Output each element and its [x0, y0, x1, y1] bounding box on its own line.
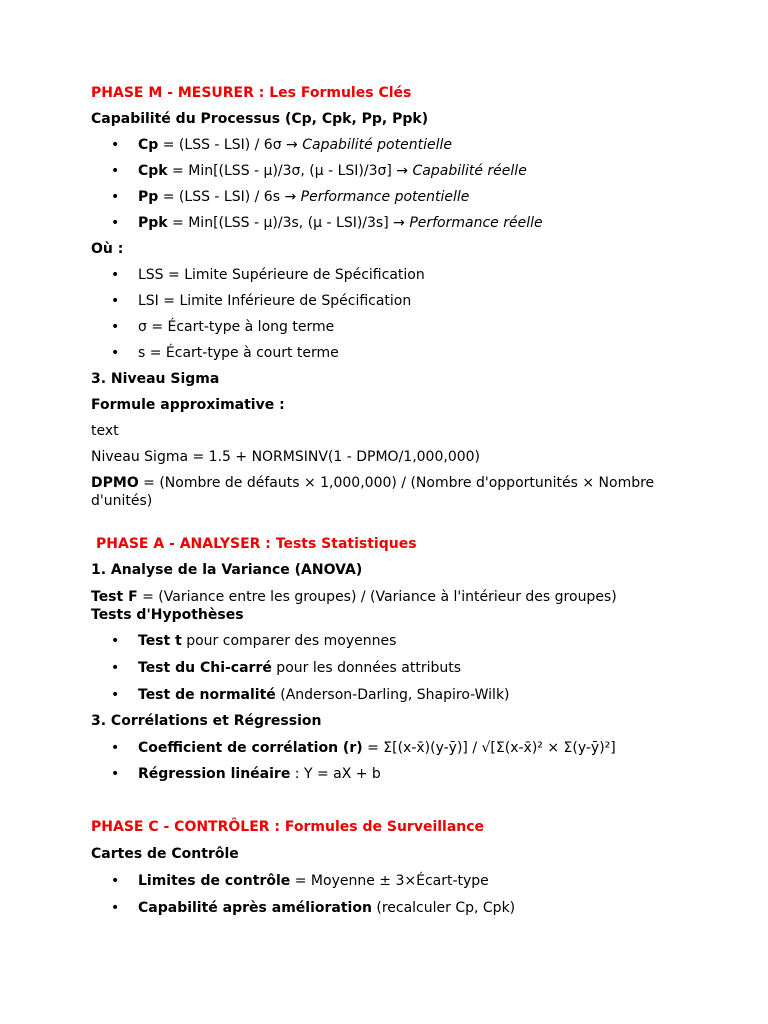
list-item	[91, 344, 691, 362]
note: Performance potentielle	[300, 189, 470, 205]
list-item	[91, 686, 691, 704]
sigma-heading: 3. Niveau Sigma	[91, 371, 220, 387]
bullet-icon: •	[111, 345, 120, 361]
definition: LSI = Limite Inférieure de Spécification	[138, 293, 412, 309]
term: Capabilité après amélioration	[138, 900, 372, 916]
correlation-heading: 3. Corrélations et Régression	[91, 713, 322, 729]
definition: LSS = Limite Supérieure de Spécification	[138, 267, 425, 283]
term: Cpk	[138, 163, 168, 179]
note: Capabilité potentielle	[302, 137, 452, 153]
formula: = (LSS - LSI) / 6s →	[158, 189, 301, 205]
formula: = (LSS - LSI) / 6σ →	[158, 137, 303, 153]
bullet-icon: •	[111, 189, 120, 205]
description: pour les données attributs	[271, 660, 462, 676]
note: Performance réelle	[409, 215, 543, 231]
dpmo-term: DPMO	[91, 475, 139, 491]
bullet-icon: •	[111, 137, 120, 153]
test-f-definition	[91, 588, 691, 606]
phase-c-title: PHASE C - CONTRÔLER : Formules de Surveillance	[91, 819, 485, 835]
list-item	[91, 318, 691, 336]
bullet-icon: •	[111, 740, 120, 756]
list-item	[91, 899, 691, 917]
phase-m-title: PHASE M - MESURER : Les Formules Clés	[91, 85, 412, 101]
list-item	[91, 214, 691, 232]
formula: = Σ[(x-x̄)(y-ȳ)] / √[Σ(x-x̄)² × Σ(y-ȳ)²]	[362, 740, 616, 756]
phase-a-title: PHASE A - ANALYSER : Tests Statistiques	[96, 536, 417, 552]
bullet-icon: •	[111, 633, 120, 649]
description: (recalculer Cp, Cpk)	[371, 900, 516, 916]
hypotheses-heading: Tests d'Hypothèses	[91, 607, 244, 623]
sigma-formula: Niveau Sigma = 1.5 + NORMSINV(1 - DPMO/1,000,000)	[91, 449, 481, 465]
bullet-icon: •	[111, 766, 120, 782]
test-f-formula: = (Variance entre les groupes) / (Variance à l'intérieur des groupes)	[137, 589, 617, 605]
capability-list	[91, 136, 691, 232]
list-item	[91, 292, 691, 310]
bullet-icon: •	[111, 215, 120, 231]
control-list	[91, 872, 691, 917]
dpmo-formula: = (Nombre de défauts × 1,000,000) / (Nombre d'opportunités × Nombre d'unités)	[91, 475, 655, 509]
term: Pp	[138, 189, 159, 205]
formula: = Min[(LSS - μ)/3σ, (μ - LSI)/3σ] →	[167, 163, 413, 179]
test-f-term: Test F	[91, 589, 138, 605]
formula: : Y = aX + b	[290, 766, 381, 782]
approx-heading: Formule approximative :	[91, 397, 285, 413]
description: pour comparer des moyennes	[181, 633, 397, 649]
term: Test de normalité	[138, 687, 276, 703]
note: Capabilité réelle	[412, 163, 527, 179]
term: Ppk	[138, 215, 168, 231]
capability-heading: Capabilité du Processus (Cp, Cpk, Pp, Ppk)	[91, 111, 429, 127]
description: = Moyenne ± 3×Écart-type	[290, 873, 489, 889]
list-item	[91, 765, 691, 783]
tests-list	[91, 632, 691, 704]
list-item	[91, 872, 691, 890]
definition: σ = Écart-type à long terme	[138, 319, 335, 335]
bullet-icon: •	[111, 873, 120, 889]
description: (Anderson-Darling, Shapiro-Wilk)	[275, 687, 510, 703]
bullet-icon: •	[111, 267, 120, 283]
definition: s = Écart-type à court terme	[138, 345, 339, 361]
list-item	[91, 632, 691, 650]
list-item	[91, 136, 691, 154]
bullet-icon: •	[111, 163, 120, 179]
correlation-list	[91, 739, 691, 783]
list-item	[91, 188, 691, 206]
term: Limites de contrôle	[138, 873, 291, 889]
definitions-list	[91, 266, 691, 362]
list-item	[91, 266, 691, 284]
term: Test du Chi-carré	[138, 660, 272, 676]
list-item	[91, 739, 691, 757]
control-charts-heading: Cartes de Contrôle	[91, 846, 239, 862]
bullet-icon: •	[111, 660, 120, 676]
formula: = Min[(LSS - μ)/3s, (μ - LSI)/3s] →	[167, 215, 410, 231]
term: Régression linéaire	[138, 766, 291, 782]
code-label: text	[91, 423, 119, 439]
anova-heading: 1. Analyse de la Variance (ANOVA)	[91, 562, 363, 578]
where-heading: Où :	[91, 241, 124, 257]
list-item	[91, 659, 691, 677]
term: Test t	[138, 633, 182, 649]
bullet-icon: •	[111, 687, 120, 703]
dpmo-definition	[91, 474, 691, 510]
bullet-icon: •	[111, 319, 120, 335]
bullet-icon: •	[111, 900, 120, 916]
list-item	[91, 162, 691, 180]
term: Cp	[138, 137, 159, 153]
term: Coefficient de corrélation (r)	[138, 740, 363, 756]
bullet-icon: •	[111, 293, 120, 309]
document-page	[91, 84, 691, 917]
